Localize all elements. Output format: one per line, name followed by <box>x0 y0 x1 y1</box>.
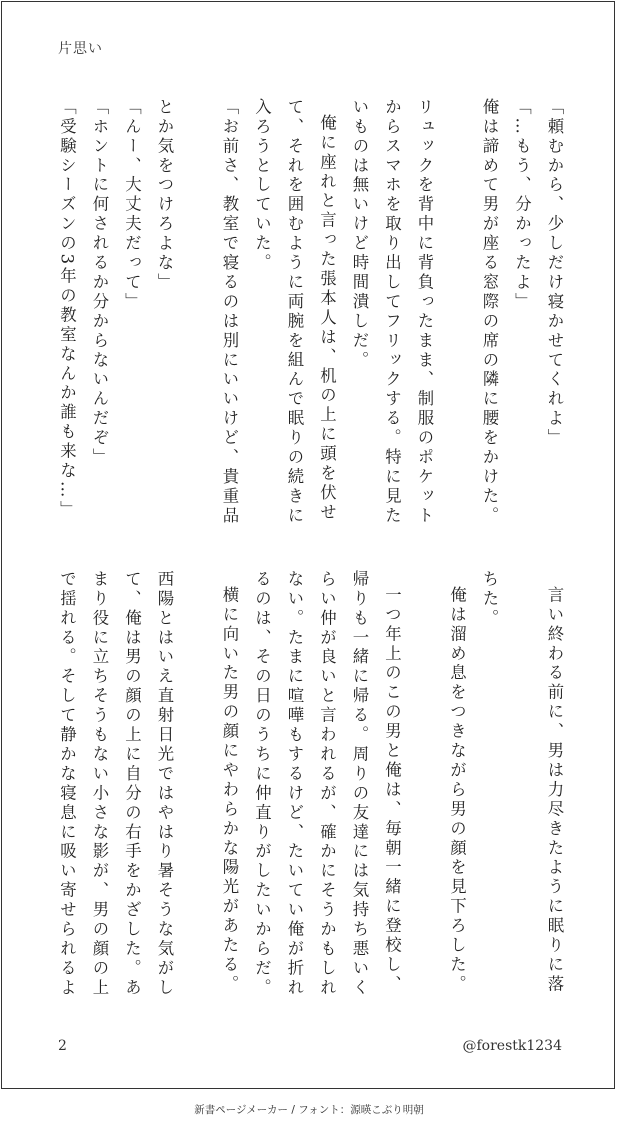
text-line: 帰りも一緒に帰る。周りの友達には気持ち悪いく <box>350 570 369 998</box>
text-line: 俺は諦めて男が座る窓際の席の隣に腰をかけた。 <box>480 98 499 526</box>
text-line: 「受験シーズンの3年の教室なんか誰も来な…」 <box>57 98 77 520</box>
text-line: からスマホを取り出してフリックする。特に見た <box>382 98 402 526</box>
text-line: ない。たまに喧嘩もするけど、たいてい俺が折れ <box>285 570 304 998</box>
text-line: て、それを囲むように両腕を組んで眠りの続きに <box>285 98 304 526</box>
text-line: で揺れる。そして静かな寝息に吸い寄せられるよ <box>57 570 77 998</box>
text-line: 一つ年上のこの男と俺は、毎朝一緒に登校し、 <box>382 586 402 995</box>
text-line: 俺に座れと言った張本人は、机の上に頭を伏せ <box>317 114 337 523</box>
text-line: 「ホントに何されるか分からないんだぞ」 <box>90 98 109 468</box>
text-line: リュックを背中に背負ったまま、制服のポケット <box>415 98 434 526</box>
text-line: 横に向いた男の顔にやわらかな陽光があたる。 <box>220 586 239 995</box>
text-line: 「お前さ、教室で寝るのは別にいいけど、貴重品 <box>220 98 239 526</box>
text-line: 「…もう、分かったよ」 <box>512 98 532 312</box>
text-line: るのは、その日のうちに仲直りがしたいからだ。 <box>252 570 272 998</box>
text-line: 西陽とはいえ直射日光ではやはり暑そうな気がし <box>155 570 174 998</box>
page-header-title: 片思い <box>58 41 103 57</box>
generator-credit: 新書ページメーカー / フォント：源暎こぶり明朝 <box>194 1104 424 1116</box>
book-page <box>1 1 615 1089</box>
lower-text-block <box>52 570 570 1010</box>
text-line: らい仲が良いと言われるが、確かにそうかもしれ <box>317 570 337 998</box>
text-line: まり役に立ちそうもない小さな影が、男の顔の上 <box>90 570 109 998</box>
text-line: 言い終わる前に、男は力尽きたように眠りに落 <box>545 586 564 995</box>
text-line: 入ろうとしていた。 <box>252 98 272 274</box>
text-line: いものは無いけど時間潰しだ。 <box>350 98 369 371</box>
text-line: ちた。 <box>480 570 499 629</box>
upper-text-block <box>52 98 570 538</box>
author-handle: @forestk1234 <box>462 1038 562 1054</box>
page-number: 2 <box>58 1038 67 1054</box>
text-line: とか気をつけろよな」 <box>155 98 174 293</box>
text-line: 「頼むから、少しだけ寝かせてくれよ」 <box>545 98 564 449</box>
text-line: 俺は溜め息をつきながら男の顔を見下ろした。 <box>447 586 467 995</box>
text-line: 「んー、大丈夫だって」 <box>122 98 142 312</box>
text-line: て、俺は男の顔の上に自分の右手をかざした。あ <box>122 570 142 998</box>
